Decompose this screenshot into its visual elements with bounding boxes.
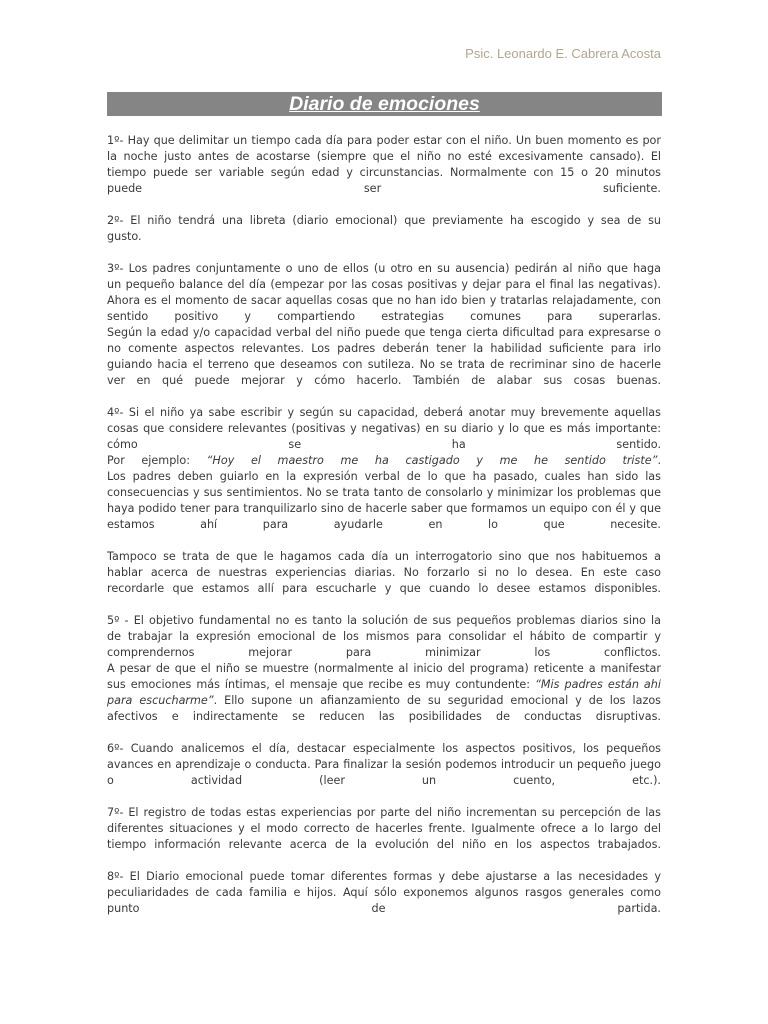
text-line — [107, 277, 661, 293]
line-text: gusto. — [107, 230, 142, 243]
line-text: ver en qué puede mejorar y cómo hacerlo. También de alabar sus cosas buenas. — [107, 374, 661, 387]
text-line — [107, 565, 661, 581]
paragraph — [107, 549, 661, 597]
text-line — [107, 661, 661, 677]
text-line — [107, 869, 661, 885]
text-line — [107, 421, 661, 437]
text-line — [107, 165, 661, 181]
paragraph — [107, 261, 661, 389]
line-text: o actividad (leer un cuento, etc.). — [107, 774, 661, 787]
paragraph — [107, 613, 661, 725]
line-text: Los padres deben guiarlo en la expresión verbal de lo que ha pasado, cuales han sido las — [107, 470, 661, 483]
line-text: recordarle que estamos allí para escucharle y que cuando lo desee estamos disponibles. — [107, 582, 661, 595]
text-line — [107, 709, 661, 725]
document-title: Diario de emociones — [289, 93, 480, 115]
text-line — [107, 629, 661, 645]
line-text: tiempo información relevante acerca de la evolución del niño en los aspectos trabajados. — [107, 838, 661, 851]
text-line — [107, 373, 661, 389]
line-text: Por ejemplo: — [107, 454, 207, 467]
text-line — [107, 805, 661, 821]
text-line — [107, 693, 661, 709]
line-text: Ahora es el momento de sacar aquellas cosas que no han ido bien y tratarlas relajadamente, con — [107, 294, 661, 307]
text-line — [107, 469, 661, 485]
line-text: hablar acerca de nuestras experiencias diarias. No forzarlo si no lo desea. En este caso — [107, 566, 661, 579]
text-line — [107, 677, 661, 693]
paragraph — [107, 213, 661, 245]
text-line — [107, 325, 661, 341]
author-header: Psic. Leonardo E. Cabrera Acosta — [465, 46, 661, 61]
line-text: no comente aspectos relevantes. Los padres deberán tener la habilidad suficiente para irlo — [107, 342, 661, 355]
line-text: estamos ahí para ayudarle en lo que necesite. — [107, 518, 661, 531]
line-text: Según la edad y/o capacidad verbal del niño puede que tenga cierta dificultad para expresarse o — [107, 326, 661, 339]
text-line — [107, 405, 661, 421]
text-line — [107, 453, 661, 469]
line-text: puede ser suficiente. — [107, 182, 661, 195]
italic-quote: “Mis padres están ahí — [535, 678, 661, 691]
line-text: peculiaridades de cada familia e hijos. Aquí sólo exponemos algunos rasgos generales como — [107, 886, 661, 899]
line-text: diferentes situaciones y el modo correcto de hacerles frente. Igualmente ofrece a lo largo del — [107, 822, 661, 835]
text-line — [107, 357, 661, 373]
paragraph — [107, 741, 661, 789]
line-text: afectivos e indirectamente se reducen las posibilidades de conductas disruptivas. — [107, 710, 661, 723]
text-line — [107, 293, 661, 309]
line-text: sentido positivo y compartiendo estrategias comunes para superarlas. — [107, 310, 661, 323]
text-line — [107, 437, 661, 453]
line-text: sus emociones más íntimas, el mensaje que recibe es muy contundente: — [107, 678, 536, 691]
text-line — [107, 837, 661, 853]
line-text: comprendernos mejorar para minimizar los conflictos. — [107, 646, 661, 659]
line-text: la noche justo antes de acostarse (siempre que el niño no esté excesivamente cansado). El — [107, 150, 661, 163]
title-bar — [107, 92, 662, 116]
line-text: 8º- El Diario emocional puede tomar diferentes formas y debe ajustarse a las necesidades y — [107, 870, 661, 883]
paragraph — [107, 133, 661, 197]
text-line — [107, 149, 661, 165]
line-text: de trabajar la expresión emocional de los mismos para consolidar el hábito de compartir y — [107, 630, 661, 643]
text-line — [107, 821, 661, 837]
text-line — [107, 181, 661, 197]
line-text: avances en aprendizaje o conducta. Para finalizar la sesión podemos introducir un pequeño juego — [107, 758, 661, 771]
line-text: 5º - El objetivo fundamental no es tanto la solución de sus pequeños problemas diarios sino la — [107, 614, 661, 627]
text-line — [107, 885, 661, 901]
line-text: consecuencias y sus sentimientos. No se trata tanto de consolarlo y minimizar los problemas que — [107, 486, 661, 499]
text-line — [107, 485, 661, 501]
line-text: A pesar de que el niño se muestre (normalmente al inicio del programa) reticente a manifestar — [107, 662, 661, 675]
text-line — [107, 261, 661, 277]
text-line — [107, 229, 661, 245]
text-line — [107, 613, 661, 629]
text-line — [107, 901, 661, 917]
text-line — [107, 309, 661, 325]
line-text: 6º- Cuando analicemos el día, destacar especialmente los aspectos positivos, los pequeños — [107, 742, 661, 755]
paragraph — [107, 805, 661, 853]
line-text: 2º- El niño tendrá una libreta (diario emocional) que previamente ha escogido y sea de su — [107, 214, 661, 227]
line-text: 7º- El registro de todas estas experiencias por parte del niño incrementan su percepción de las — [107, 806, 661, 819]
text-line — [107, 341, 661, 357]
line-tail: . Ello supone un afianzamiento de su seguridad emocional y de los lazos — [213, 694, 661, 707]
line-text: Tampoco se trata de que le hagamos cada día un interrogatorio sino que nos habituemos a — [107, 550, 661, 563]
text-line — [107, 549, 661, 565]
line-text: haya podido tener para tranquilizarlo sino de hacerle saber que formamos un equipo con él y que — [107, 502, 661, 515]
line-text: un pequeño balance del día (empezar por las cosas positivas y dejar para el final las negativas). — [107, 278, 661, 291]
paragraph — [107, 405, 661, 533]
line-text: cómo se ha sentido. — [107, 438, 661, 451]
paragraph — [107, 869, 661, 917]
line-text: 1º- Hay que delimitar un tiempo cada día para poder estar con el niño. Un buen momento es por — [107, 134, 661, 147]
line-text: 3º- Los padres conjuntamente o uno de ellos (u otro en su ausencia) pedirán al niño que haga — [107, 262, 661, 275]
line-tail: . — [657, 454, 661, 467]
italic-quote: “Hoy el maestro me ha castigado y me he sentido triste” — [206, 454, 658, 467]
text-line — [107, 741, 661, 757]
text-line — [107, 757, 661, 773]
text-line — [107, 213, 661, 229]
line-text: tiempo puede ser variable según edad y circunstancias. Normalmente con 15 o 20 minutos — [107, 166, 661, 179]
line-text: 4º- Si el niño ya sabe escribir y según su capacidad, deberá anotar muy brevemente aquellas — [107, 406, 661, 419]
line-text: punto de partida. — [107, 902, 661, 915]
text-line — [107, 133, 661, 149]
text-line — [107, 517, 661, 533]
document-body — [107, 133, 661, 933]
line-text: cosas que considere relevantes (positivas y negativas) en su diario y lo que es más importante: — [107, 422, 661, 435]
text-line — [107, 645, 661, 661]
text-line — [107, 581, 661, 597]
italic-quote: para escucharme” — [107, 694, 214, 707]
text-line — [107, 773, 661, 789]
text-line — [107, 501, 661, 517]
line-text: guiando hacia el terreno que deseamos con sutileza. No se trata de recriminar sino de hacerle — [107, 358, 661, 371]
